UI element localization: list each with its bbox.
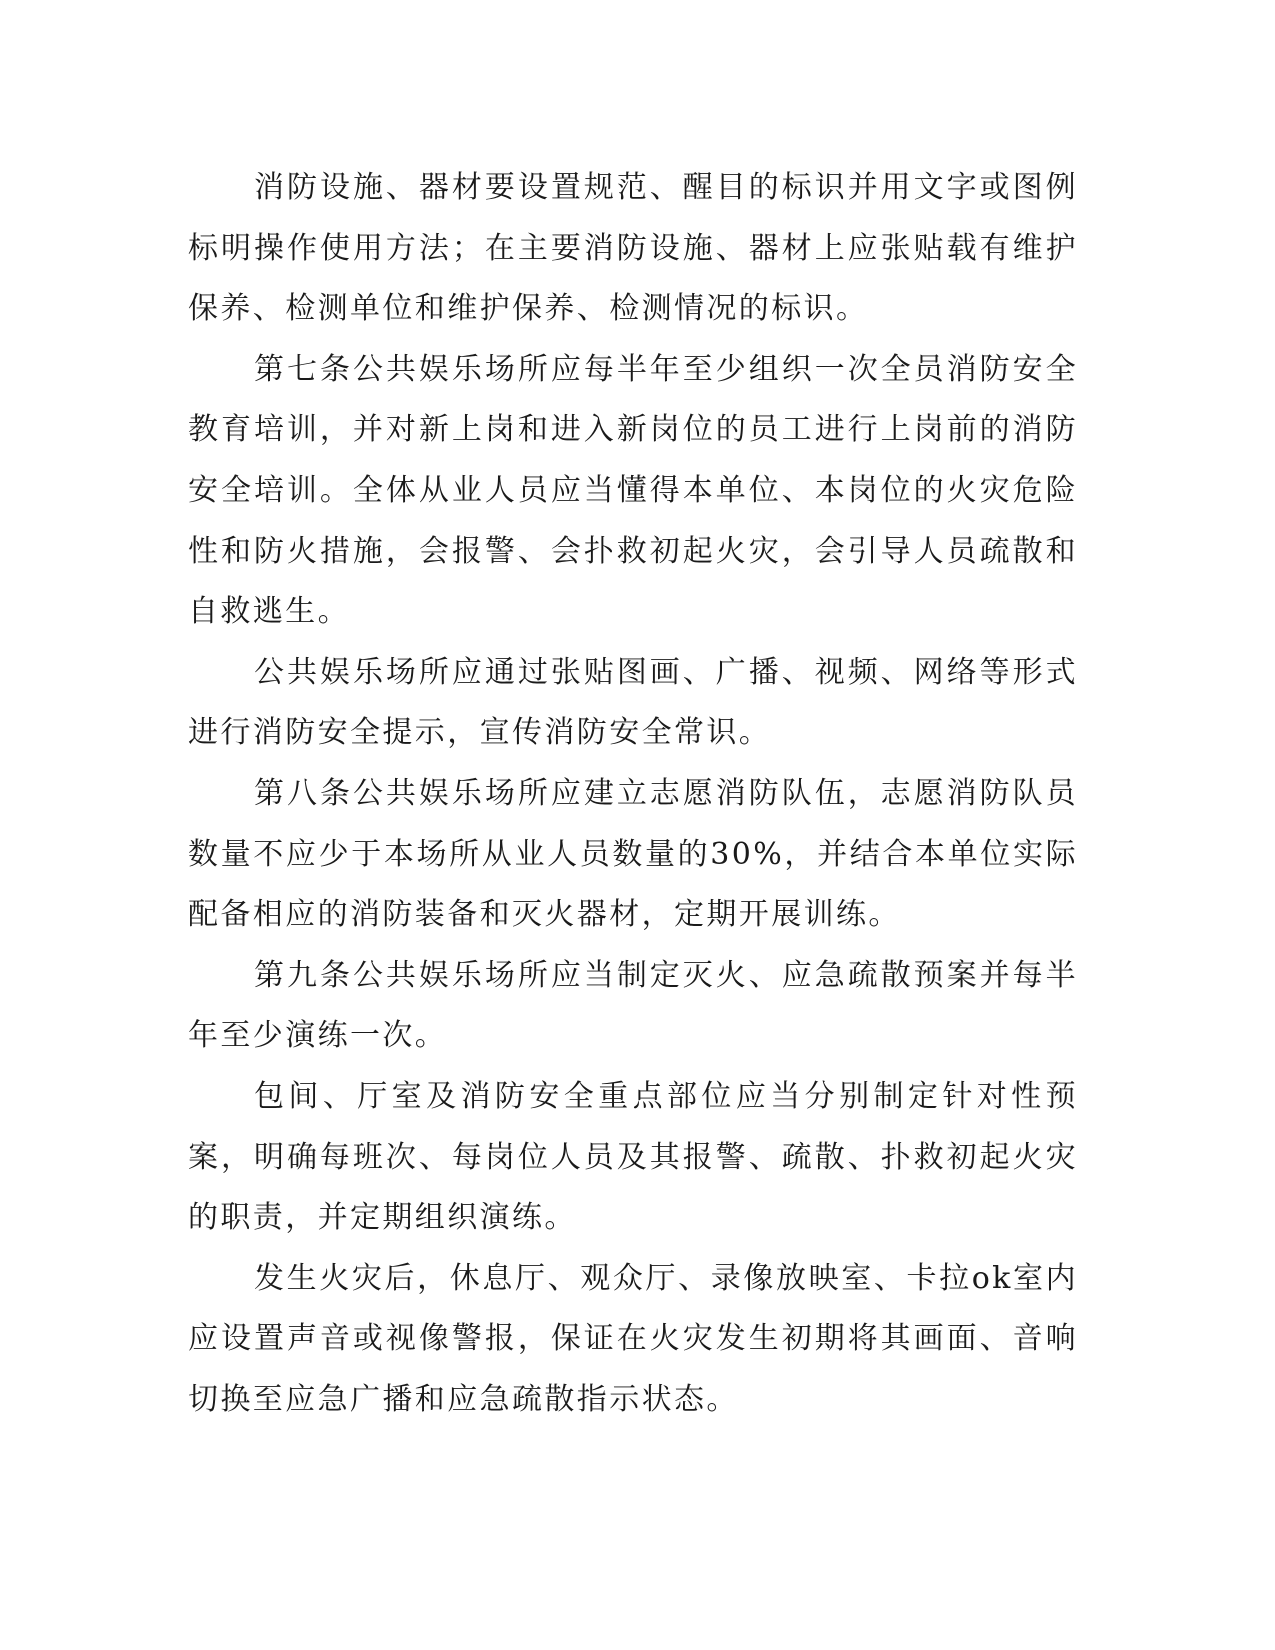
paragraph-safety-publicity: 公共娱乐场所应通过张贴图画、广播、视频、网络等形式进行消防安全提示，宣传消防安全常识。 xyxy=(188,654,1078,751)
paragraph-article-9: 第九条公共娱乐场所应当制定灭火、应急疏散预案并每半年至少演练一次。 xyxy=(188,957,1078,1054)
document-body xyxy=(188,158,1078,1430)
paragraph-article-7: 第七条公共娱乐场所应每半年至少组织一次全员消防安全教育培训，并对新上岗和进入新岗位的员工进行上岗前的消防安全培训。全体从业人员应当懂得本单位、本岗位的火灾危险性和防火措施，会报警、会扑救初起火灾，会引导人员疏散和自救逃生。 xyxy=(188,351,1078,630)
paragraph-article-8: 第八条公共娱乐场所应建立志愿消防队伍，志愿消防队员数量不应少于本场所从业人员数量的30%，并结合本单位实际配备相应的消防装备和灭火器材，定期开展训练。 xyxy=(188,775,1078,933)
paragraph-room-plans: 包间、厅室及消防安全重点部位应当分别制定针对性预案，明确每班次、每岗位人员及其报警、疏散、扑救初起火灾的职责，并定期组织演练。 xyxy=(188,1078,1078,1236)
paragraph-signage: 消防设施、器材要设置规范、醒目的标识并用文字或图例标明操作使用方法；在主要消防设施、器材上应张贴载有维护保养、检测单位和维护保养、检测情况的标识。 xyxy=(188,170,1078,327)
paragraph-fire-alarm: 发生火灾后，休息厅、观众厅、录像放映室、卡拉ok室内应设置声音或视像警报，保证在火灾发生初期将其画面、音响切换至应急广播和应急疏散指示状态。 xyxy=(188,1260,1078,1417)
